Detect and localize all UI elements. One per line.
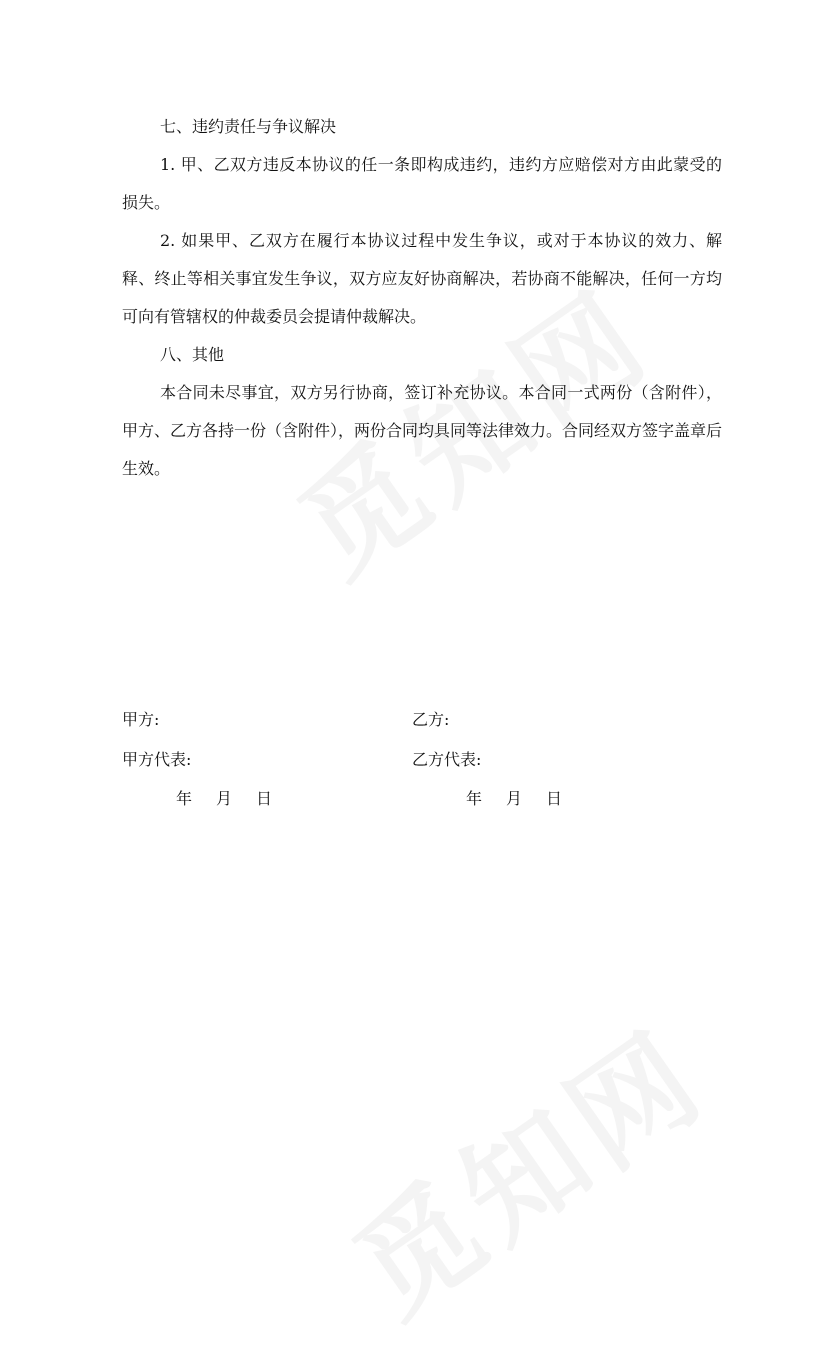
party-a-label: 甲方: [122,710,160,729]
date-year-label: 年 [466,789,483,808]
date-month-label: 月 [506,789,523,808]
party-a-date [176,789,272,809]
date-year-label: 年 [176,789,193,808]
clause-paragraph: 1. 甲、乙双方违反本协议的任一条即构成违约，违约方应赔偿对方由此蒙受的损失。 [122,155,722,212]
section-heading-8: 八、其他 [160,345,225,364]
date-month-label: 月 [216,789,233,808]
date-day-label: 日 [546,789,563,808]
document-body [122,108,722,488]
party-b-date [466,789,562,809]
party-b-label: 乙方: [412,710,450,729]
party-b-representative-label: 乙方代表: [412,750,482,769]
date-day-label: 日 [256,789,273,808]
clause-paragraph: 2. 如果甲、乙双方在履行本协议过程中发生争议，或对于本协议的效力、解释、终止等相关事宜发生争议，双方应友好协商解决，若协商不能解决，任何一方均可向有管辖权的仲裁委员会提请仲裁解决。 [122,231,722,326]
watermark [316,984,734,1348]
section-heading-7: 七、违约责任与争议解决 [160,117,337,136]
party-a-representative-label: 甲方代表: [122,750,192,769]
section-paragraph: 本合同未尽事宜，双方另行协商，签订补充协议。本合同一式两份（含附件），甲方、乙方各持一份（含附件），两份合同均具同等法律效力。合同经双方签字盖章后生效。 [122,383,723,478]
